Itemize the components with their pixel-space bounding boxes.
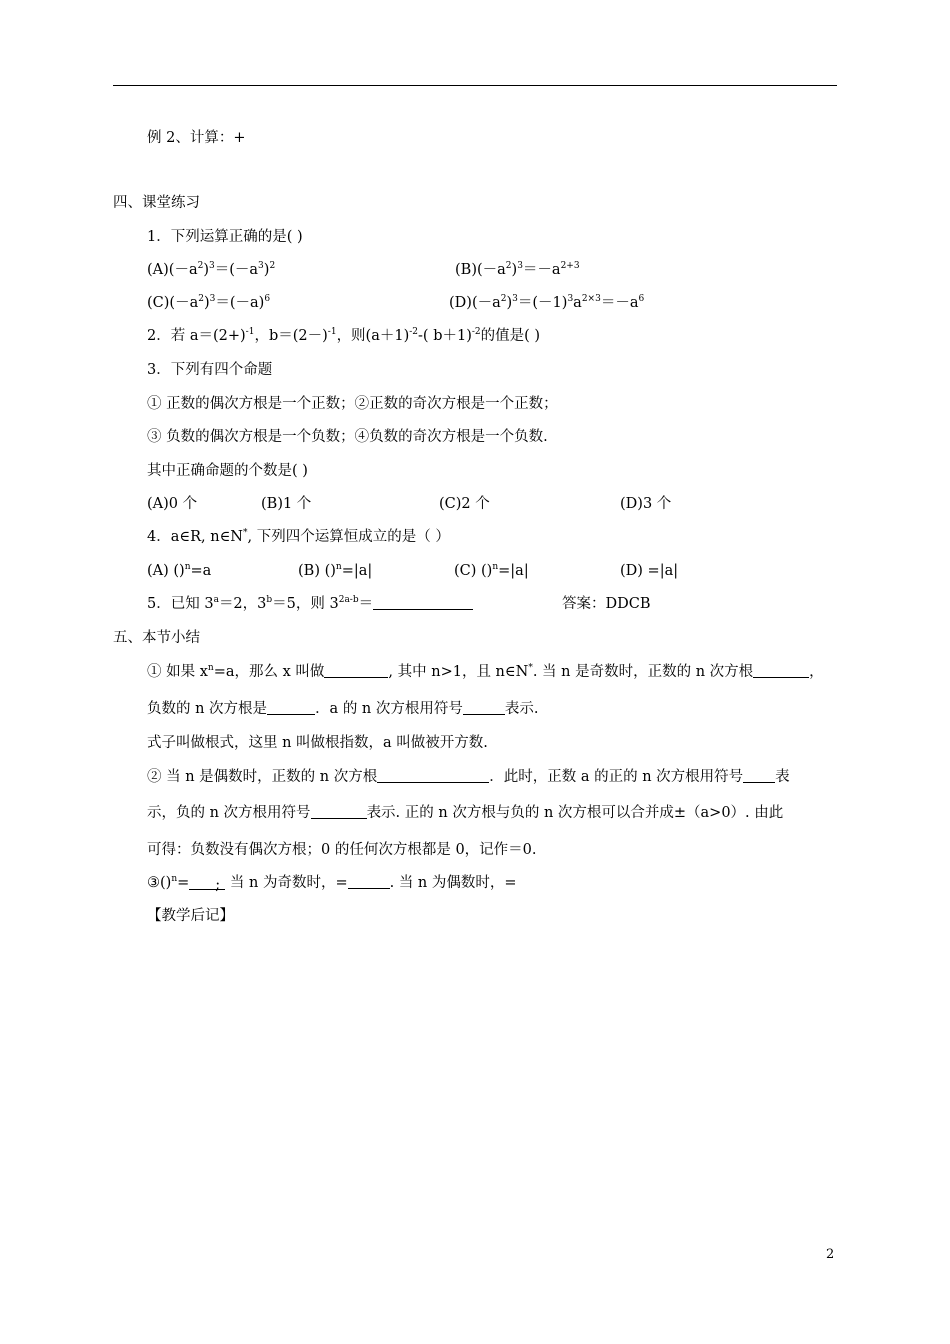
question-3-option-a: (A)0 个 bbox=[147, 496, 198, 512]
summary-item-2-continued: 示，负的 n 次方根用符号 表示. 正的 n 次方根与负的 n 次方根可以合并成±（a>0）. 由此 bbox=[147, 805, 784, 821]
summary-item-1-continued: 负数的 n 次方根是 ．a 的 n 次方根用符号 表示. bbox=[147, 701, 539, 717]
question-3-option-b: (B)1 个 bbox=[261, 496, 312, 512]
fill-blank bbox=[267, 700, 315, 715]
fill-blank bbox=[463, 700, 505, 715]
question-4-option-b: (B) ()$^n$=|a| bbox=[298, 562, 373, 579]
question-3-proposition-3-4: ③ 负数的偶次方根是一个负数；④负数的奇次方根是一个负数. bbox=[147, 429, 548, 445]
question-3-option-c: (C)2 个 bbox=[439, 496, 490, 512]
page-number: 2 bbox=[826, 1247, 835, 1262]
question-3-option-d: (D)3 个 bbox=[620, 496, 672, 512]
fill-blank bbox=[324, 663, 388, 678]
question-4-option-d: (D) =|a| bbox=[620, 563, 679, 579]
section-heading-practice: 四、课堂练习 bbox=[113, 195, 200, 211]
fill-blank bbox=[743, 768, 775, 783]
question-1-option-b: $(B)(-a^2)^3=-a^{2+3}$ bbox=[455, 261, 580, 278]
question-1-stem: 1．下列运算正确的是( ) bbox=[147, 229, 303, 245]
teaching-postnote-heading: 【教学后记】 bbox=[147, 908, 234, 924]
question-1-option-c: $(C)(-a^2)^3=(-a)^6$ bbox=[147, 294, 271, 311]
header-rule bbox=[113, 85, 837, 86]
question-3-stem: 3．下列有四个命题 bbox=[147, 362, 273, 378]
summary-radical-definition: 式子叫做根式，这里 n 叫做根指数，a 叫做被开方数. bbox=[147, 735, 488, 751]
question-5: 5．已知 $3^a=2$，$3^b=5$，则 $3^{2a-b}=$ bbox=[147, 594, 473, 614]
summary-item-2: ② 当 n 是偶数时，正数的 n 次方根 ．此时，正数 a 的正的 n 次方根用符号 表 bbox=[147, 769, 790, 785]
answer-key: 答案：DDCB bbox=[562, 596, 651, 612]
fill-blank: ; bbox=[189, 875, 225, 890]
summary-item-1: ① 如果 $x^n=a$，那么 x 叫做 , 其中 n>1，且 n∈N*. 当 n 是奇数时，正数的 n 次方根 ， bbox=[147, 663, 824, 680]
question-4-stem: 4．a∈R, n∈N*, 下列四个运算恒成立的是（ ） bbox=[147, 528, 450, 545]
answer-blank bbox=[373, 595, 473, 610]
question-3-ask: 其中正确命题的个数是( ) bbox=[147, 463, 308, 479]
question-3-proposition-1-2: ① 正数的偶次方根是一个正数；②正数的奇次方根是一个正数； bbox=[147, 396, 558, 412]
fill-blank bbox=[377, 768, 489, 783]
question-1-option-a: $(A)(-a^2)^3=(-a^3)^2$ bbox=[147, 261, 276, 278]
question-4-option-c: (C) ()$^n$=|a| bbox=[454, 562, 529, 579]
question-1-option-d: $(D)(-a^2)^3=(-1)^3a^{2\times 3}=-a^6$ bbox=[449, 294, 645, 311]
question-4-option-a: (A) ()$^n$=a bbox=[147, 562, 212, 579]
fill-blank bbox=[753, 663, 809, 678]
summary-item-3: ③()$^n$= ; 当 n 为奇数时，= . 当 n 为偶数时，= bbox=[147, 874, 517, 893]
example-2: 例 2、计算：+ bbox=[147, 130, 246, 146]
summary-item-2-conclusion: 可得：负数没有偶次方根；0 的任何次方根都是 0，记作＝0. bbox=[147, 842, 537, 858]
fill-blank bbox=[311, 804, 367, 819]
fill-blank bbox=[348, 874, 390, 889]
section-heading-summary: 五、本节小结 bbox=[113, 630, 200, 646]
question-2: 2．若 $a=(2+)^{-1}$，$b=(2-)^{-1}$，则$(a+1)^{-2}-$( b＋1)$^{-2}$的值是( ) bbox=[147, 327, 541, 344]
